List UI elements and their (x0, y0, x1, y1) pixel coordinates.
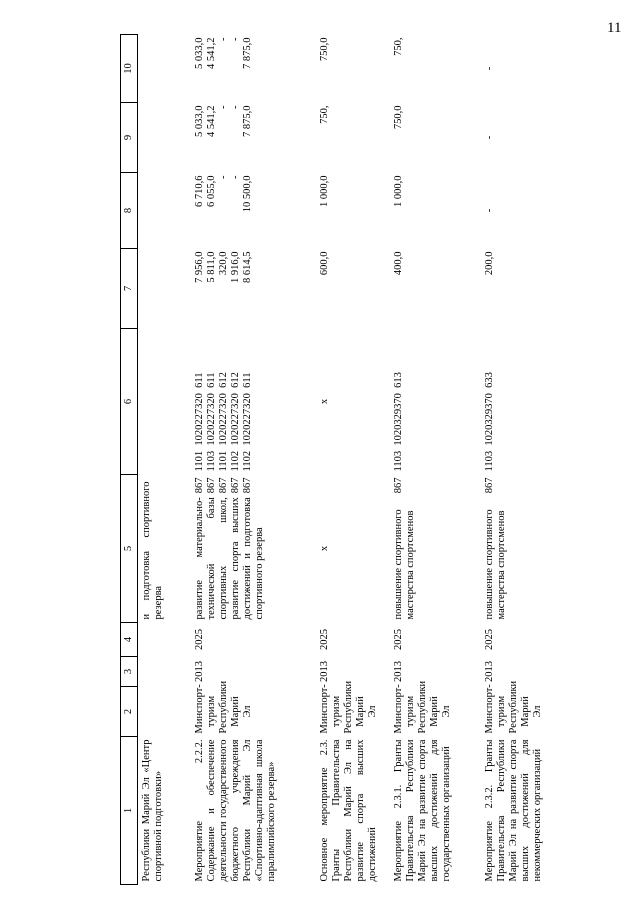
page-number: 11 (607, 20, 622, 36)
row-3-val-7: 600,0 (319, 251, 330, 276)
row-2-executor: Минспорт-туризм Республики Марий Эл (194, 680, 253, 734)
row-5-executor: Минспорт-туризм Республики Марий Эл (484, 680, 543, 734)
row-3-codes: x (319, 398, 330, 405)
row-4-start-year: 2013 (393, 661, 404, 682)
row-1-val-10 (138, 35, 192, 103)
table-row (481, 35, 574, 885)
row-4-result-cell (390, 475, 481, 623)
table-row (138, 35, 192, 885)
row-5-val-9: - (484, 135, 495, 140)
header-col-9: 9 (121, 103, 138, 173)
row-4-result: повышение спортивного мастерства спортсменов (393, 509, 416, 620)
row-2-name: Мероприятие 2.2.2. Содержание и обеспечение деятельности государственного бюджетного учреждения Республики Марий Эл «Спортивно-адаптивная школа паралимпийского резерва» (194, 739, 277, 882)
row-1-val-9 (138, 103, 192, 173)
row-2-val-9: 5 033,0 4 541,2 - - 7 875,0 (194, 105, 253, 137)
row-2-grbs: 867 867 867 867 867 (194, 477, 253, 494)
row-3-val-10: 750,0 (319, 37, 330, 62)
header-col-7: 7 (121, 249, 138, 329)
row-1-result: и подготовка спортивного резерва (141, 481, 164, 620)
row-2-val-7: 7 956,0 5 811,0 320,0 1 916,0 8 614,5 (194, 251, 253, 283)
row-3-val-8: 1 000,0 (319, 175, 330, 207)
row-1-name: Республики Марий Эл «Центр спортивной подготовки» (141, 739, 164, 882)
row-4-end-year: 2025 (393, 629, 404, 650)
row-1-start-year (138, 657, 192, 687)
row-2-val-8: 6 710,6 6 055,0 - - 10 500,0 (194, 175, 253, 213)
row-4-val-7: 400,0 (393, 251, 404, 276)
row-2-end-year: 2025 (194, 629, 205, 650)
row-4-executor: Минспорт-туризм Республики Марий Эл (393, 680, 452, 734)
header-col-10: 10 (121, 35, 138, 103)
row-4-name: Мероприятие 2.3.1. Гранты Правительства Республики Марий Эл на развитие спорта высших достижений для государственных организаций (393, 739, 452, 882)
row-3-name: Основное мероприятие 2.3. Гранты Правительства Республики Марий Эл на развитие спорта высших достижений (319, 739, 378, 882)
row-1-val-7 (138, 249, 192, 329)
row-1-end-year (138, 623, 192, 657)
row-2-result-cell (191, 475, 316, 623)
row-4-val-8: 1 000,0 (393, 175, 404, 207)
row-4-val-9: 750,0 (393, 105, 404, 130)
header-col-4: 4 (121, 623, 138, 657)
row-1-codes (138, 329, 192, 475)
row-4-codes: 1103 1020329370 613 (393, 372, 404, 472)
table-row (316, 35, 390, 885)
header-col-5: 5 (121, 475, 138, 623)
row-5-codes: 1103 1020329370 633 (484, 372, 495, 472)
row-5-grbs: 867 (484, 477, 495, 494)
row-2-start-year: 2013 (194, 661, 205, 682)
row-5-start-year: 2013 (484, 661, 495, 682)
header-col-3: 3 (121, 657, 138, 687)
row-1-result-cell (138, 475, 192, 623)
row-5-result-cell (481, 475, 574, 623)
row-4-val-10: 750, (393, 37, 404, 56)
row-5-result: повышение спортивного мастерства спортсменов (484, 509, 507, 620)
row-3-val-9: 750, (319, 105, 330, 124)
row-3-executor: Минспорт-туризм Республики Марий Эл (319, 680, 378, 734)
header-col-8: 8 (121, 173, 138, 249)
row-5-name: Мероприятие 2.3.2. Гранты Правительства Республики Марий Эл на развитие спорта высших достижений для некоммерческих организаций (484, 739, 543, 882)
row-3-end-year: 2025 (319, 629, 330, 650)
row-5-val-10: - (484, 66, 495, 71)
row-2-result: развитие материально-технической базы спортивных школ, развитие спорта высших достижений и подготовка спортивного резерва (194, 497, 265, 620)
row-3-result: x (319, 545, 330, 552)
row-3-start-year: 2013 (319, 661, 330, 682)
row-5-val-7: 200,0 (484, 251, 495, 276)
row-5-val-8: - (484, 208, 495, 213)
header-col-1: 1 (121, 737, 138, 885)
row-2-codes: 1101 1020227320 611 1103 1020227320 611 1101 1020227320 612 1102 1020227320 612 1102 1020227320 611 (194, 372, 253, 472)
table-row (191, 35, 316, 885)
header-row (121, 35, 138, 885)
row-1-executor (138, 687, 192, 737)
program-table (120, 34, 574, 885)
rotated-table-container (120, 35, 639, 885)
header-col-2: 2 (121, 687, 138, 737)
header-col-6: 6 (121, 329, 138, 475)
row-5-end-year: 2025 (484, 629, 495, 650)
row-2-val-10: 5 033,0 4 541,2 - - 7 875,0 (194, 37, 253, 69)
row-1-val-8 (138, 173, 192, 249)
row-4-grbs: 867 (393, 477, 404, 494)
table-row (390, 35, 481, 885)
